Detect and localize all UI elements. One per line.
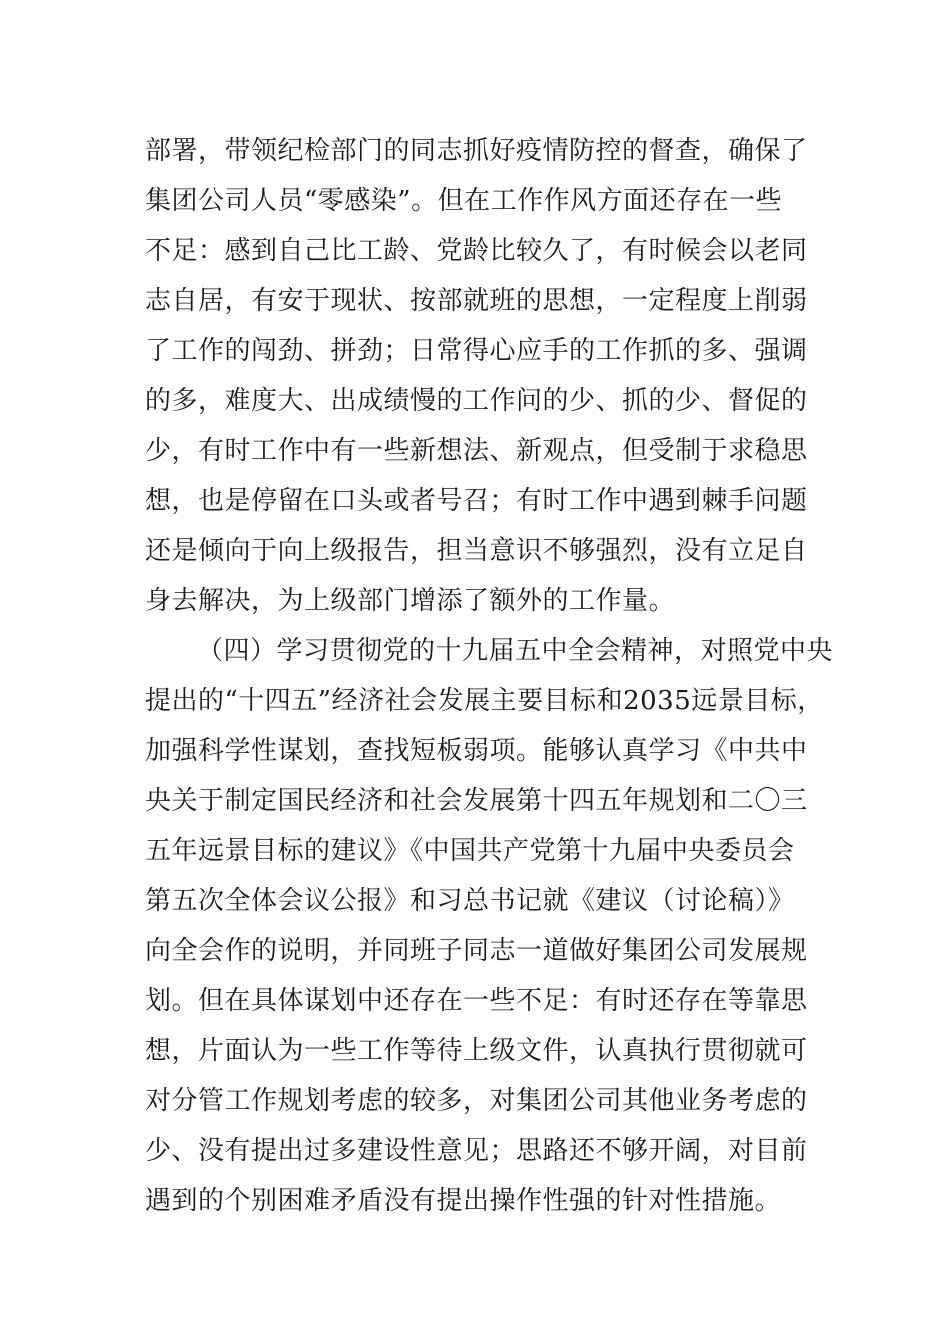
- text-line: 第五次全体会议公报》和习总书记就《建议（讨论稿）》: [145, 886, 795, 916]
- text-line: 还是倾向于向上级报告，担当意识不够强烈，没有立足自: [145, 536, 808, 566]
- text-line: 对分管工作规划考虑的较多，对集团公司其他业务考虑的: [145, 1086, 808, 1116]
- paragraph-2: [145, 626, 845, 1226]
- text-line: 央关于制定国民经济和社会发展第十四五年规划和二〇三: [145, 786, 808, 816]
- text-line: 不足：感到自己比工龄、党龄比较久了，有时候会以老同: [145, 236, 808, 266]
- text-line: 提出的“十四五”经济社会发展主要目标和2035远景目标，: [145, 686, 824, 716]
- text-line: 志自居，有安于现状、按部就班的思想，一定程度上削弱: [145, 286, 808, 316]
- text-line: 加强科学性谋划，查找短板弱项。能够认真学习《中共中: [145, 736, 808, 766]
- text-line: （四）学习贯彻党的十九届五中全会精神，对照党中央: [197, 636, 834, 666]
- text-line: 了工作的闯劲、拼劲；日常得心应手的工作抓的多、强调: [145, 336, 808, 366]
- body-text: [145, 126, 845, 1226]
- text-line: 想，也是停留在口头或者号召；有时工作中遇到棘手问题: [145, 486, 808, 516]
- text-line: 集团公司人员“零感染”。但在工作作风方面还存在一些: [145, 186, 783, 216]
- paragraph-1: [145, 126, 845, 626]
- text-line: 五年远景目标的建议》《中国共产党第十九届中央委员会: [145, 836, 795, 866]
- text-line: 想，片面认为一些工作等待上级文件，认真执行贯彻就可: [145, 1036, 808, 1066]
- text-line: 少、没有提出过多建设性意见；思路还不够开阔，对目前: [145, 1136, 808, 1166]
- text-line: 向全会作的说明，并同班子同志一道做好集团公司发展规: [145, 936, 808, 966]
- text-line: 部署，带领纪检部门的同志抓好疫情防控的督查，确保了: [145, 136, 808, 166]
- text-line: 划。但在具体谋划中还存在一些不足：有时还存在等靠思: [145, 986, 808, 1016]
- text-line: 的多，难度大、出成绩慢的工作问的少、抓的少、督促的: [145, 386, 808, 416]
- text-line: 身去解决，为上级部门增添了额外的工作量。: [145, 586, 676, 616]
- text-line: 少，有时工作中有一些新想法、新观点，但受制于求稳思: [145, 436, 808, 466]
- text-line: 遇到的个别困难矛盾没有提出操作性强的针对性措施。: [145, 1186, 782, 1216]
